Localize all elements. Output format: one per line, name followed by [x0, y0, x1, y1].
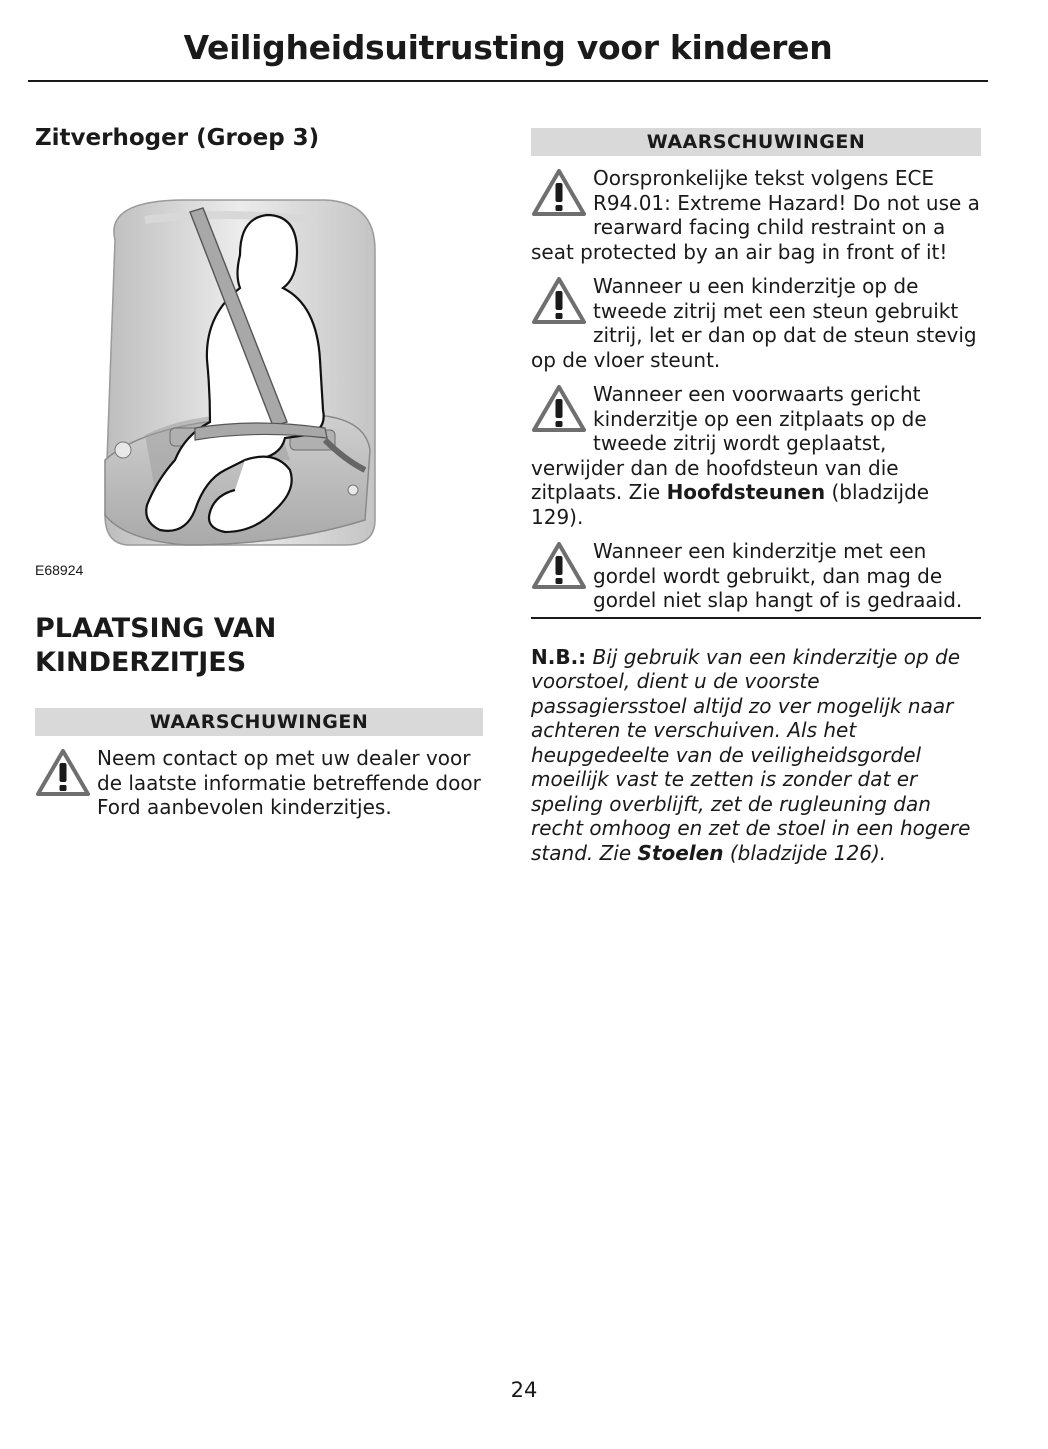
- note-paragraph: N.B.: Bij gebruik van een kinderzitje op de voorstoel, dient u de voorste passagiersstoel altijd zo ver mogelijk naar achteren te verschuiven. Als het heupgedeelte van de veiligheidsgordel moeilijk vast te zetten is zonder dat er speling overblijft, zet de rugleuning dan recht omhoog en zet de stoel in een hogere stand. Zie Stoelen (bladzijde 126).: [531, 644, 971, 865]
- warning-text: Neem contact op met uw dealer voor de laatste informatie betreffende door Ford aanbevolen kinderzitjes.: [97, 746, 481, 819]
- warning-text: Wanneer u een kinderzitje op de tweede zitrij met een steun gebruikt zitrij, let er dan op dat de steun stevig op de vloer steunt.: [531, 274, 977, 372]
- booster-seat-illustration: [35, 160, 485, 590]
- warning-triangle-icon: [531, 539, 589, 589]
- left-column: [35, 120, 485, 820]
- warning-text: Wanneer een kinderzitje met een gordel wordt gebruikt, dan mag de gordel niet slap hangt of is gedraaid.: [593, 539, 963, 612]
- warning-triangle-icon: [531, 382, 589, 432]
- child-on-booster-seat-image: [35, 160, 485, 560]
- warning-text: Wanneer een voorwaarts gericht kinderzitje op een zitplaats op de tweede zitrij wordt geplaatst, verwijder dan de hoofdsteun van die zitplaats. Zie Hoofdsteunen (bladzijde 129).: [531, 382, 930, 529]
- warnings-header: WAARSCHUWINGEN: [531, 128, 981, 156]
- figure-code: E68924: [35, 562, 84, 578]
- warning-triangle-icon: [531, 274, 589, 324]
- warning-item: [35, 746, 485, 820]
- cross-reference-link[interactable]: Hoofdsteunen: [666, 480, 826, 504]
- section-title-placement: PLAATSING VAN KINDERZITJES: [35, 613, 277, 678]
- section-title-booster: Zitverhoger (Groep 3): [35, 125, 320, 151]
- right-column: [531, 128, 981, 865]
- cross-reference-link[interactable]: Stoelen: [637, 840, 724, 865]
- page-header: [28, 24, 988, 82]
- warning-item: [531, 539, 981, 619]
- warning-item: [531, 274, 981, 372]
- note-label: N.B.:: [531, 644, 587, 669]
- warning-text: Oorspronkelijke tekst volgens ECE R94.01: Extreme Hazard! Do not use a rearward facing child restraint on a seat protected by an air bag in front of it!: [531, 166, 980, 264]
- page-title: Veiligheidsuitrusting voor kinderen: [183, 28, 833, 67]
- warning-triangle-icon: [531, 166, 589, 216]
- page-number: 24: [510, 1378, 538, 1402]
- warning-item: [531, 166, 981, 264]
- warnings-header: WAARSCHUWINGEN: [35, 708, 483, 736]
- warning-triangle-icon: [35, 746, 93, 796]
- warning-item: [531, 382, 981, 529]
